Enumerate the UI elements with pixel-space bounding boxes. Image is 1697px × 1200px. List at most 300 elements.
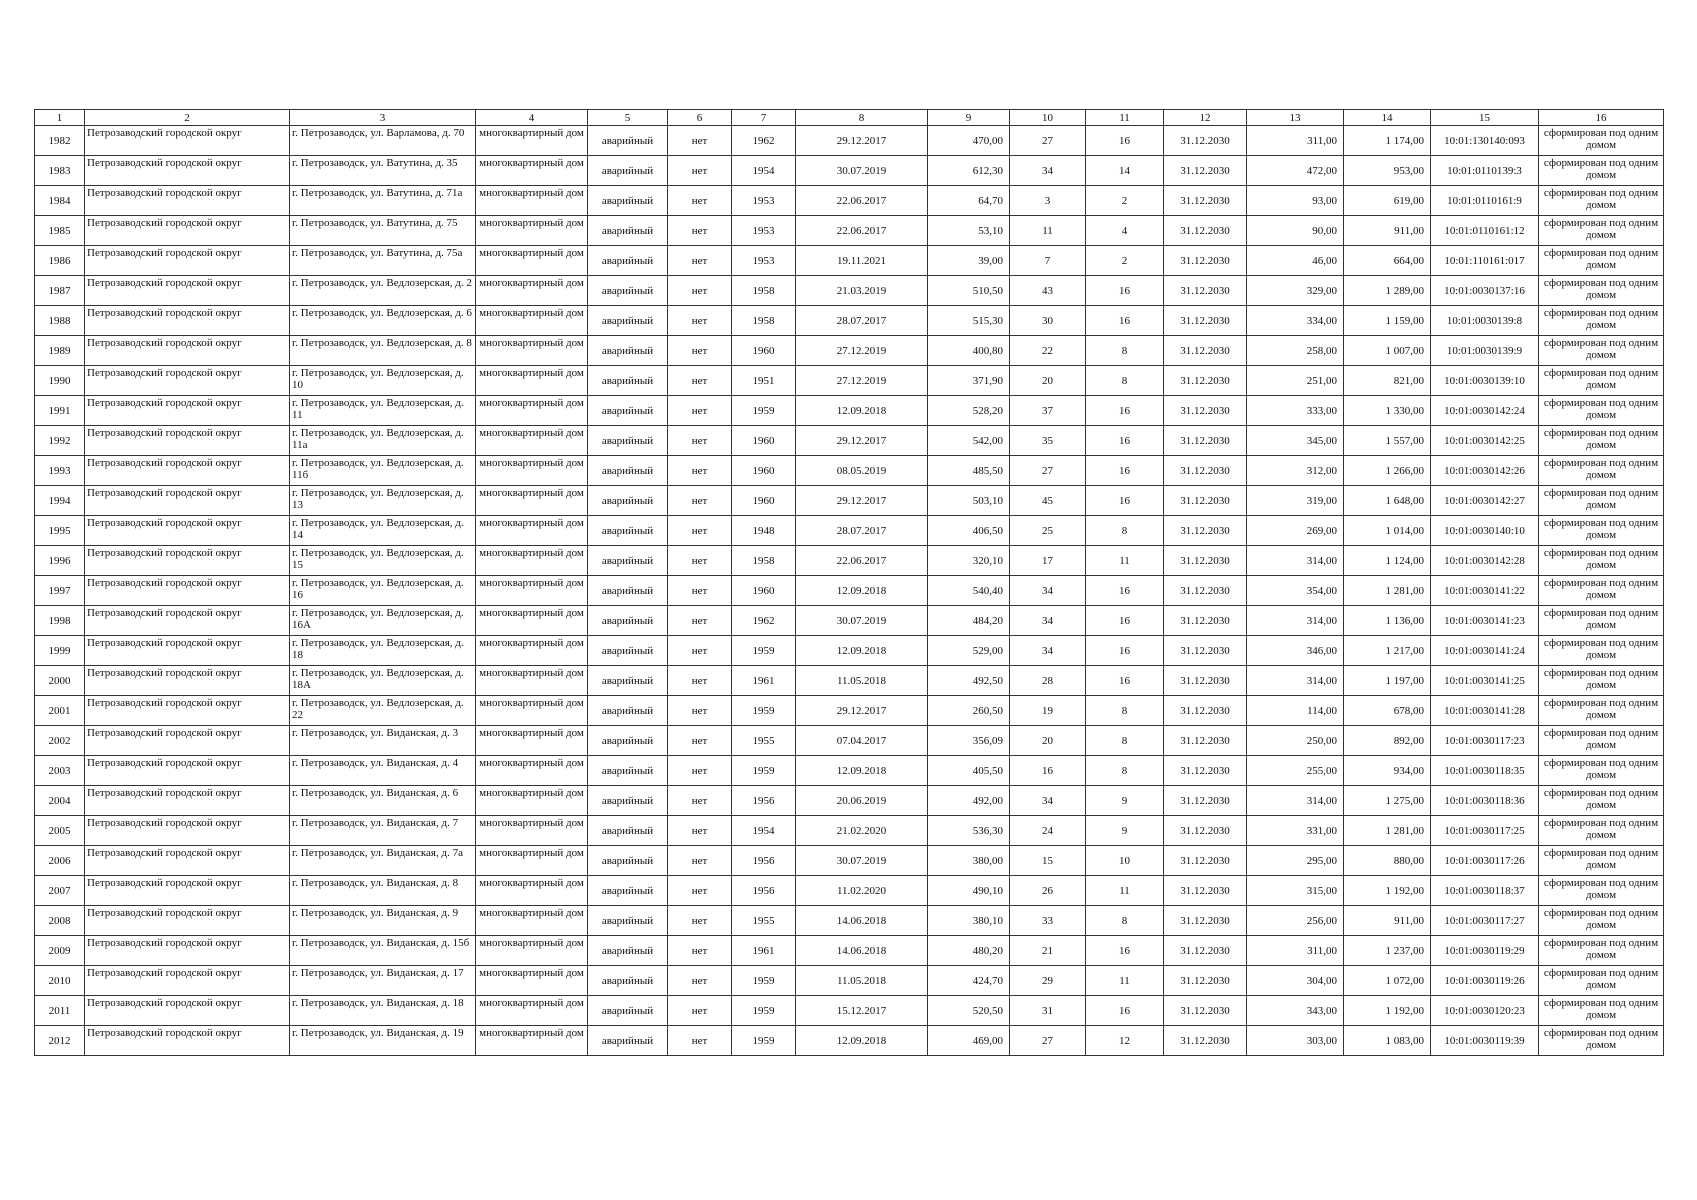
flag-cell: нет	[668, 456, 732, 486]
table-row	[35, 936, 1664, 966]
apartments-cell: 8	[1086, 366, 1164, 396]
flag-cell: нет	[668, 696, 732, 726]
area-cell: 93,00	[1247, 186, 1344, 216]
column-number-cell: 10	[1010, 110, 1086, 126]
house-type-cell: многоквартирный дом	[476, 966, 588, 996]
house-type-cell: многоквартирный дом	[476, 786, 588, 816]
deadline-cell: 31.12.2030	[1164, 606, 1247, 636]
land-status-cell: сформирован под одним домом	[1539, 1026, 1664, 1056]
cadastral-number-cell: 10:01:0030141:24	[1431, 636, 1539, 666]
municipality-cell: Петрозаводский городской округ	[85, 396, 290, 426]
area-cell: 260,50	[928, 696, 1010, 726]
address-cell: г. Петрозаводск, ул. Ведлозерская, д. 13	[290, 486, 476, 516]
residents-cell: 29	[1010, 966, 1086, 996]
flag-cell: нет	[668, 906, 732, 936]
address-cell: г. Петрозаводск, ул. Виданская, д. 19	[290, 1026, 476, 1056]
column-number-cell: 4	[476, 110, 588, 126]
area-cell: 256,00	[1247, 906, 1344, 936]
cadastral-number-cell: 10:01:0030141:23	[1431, 606, 1539, 636]
table-row	[35, 966, 1664, 996]
area-cell: 472,00	[1247, 156, 1344, 186]
row-number-cell: 2003	[35, 756, 85, 786]
area-cell: 1 192,00	[1344, 996, 1431, 1026]
date-cell: 29.12.2017	[796, 696, 928, 726]
house-type-cell: многоквартирный дом	[476, 936, 588, 966]
house-type-cell: многоквартирный дом	[476, 906, 588, 936]
column-number-cell: 9	[928, 110, 1010, 126]
date-cell: 21.03.2019	[796, 276, 928, 306]
year-cell: 1948	[732, 516, 796, 546]
deadline-cell: 31.12.2030	[1164, 816, 1247, 846]
address-cell: г. Петрозаводск, ул. Ватутина, д. 75а	[290, 246, 476, 276]
municipality-cell: Петрозаводский городской округ	[85, 636, 290, 666]
apartments-cell: 8	[1086, 696, 1164, 726]
table-row	[35, 876, 1664, 906]
date-cell: 14.06.2018	[796, 906, 928, 936]
date-cell: 22.06.2017	[796, 216, 928, 246]
area-cell: 53,10	[928, 216, 1010, 246]
apartments-cell: 2	[1086, 246, 1164, 276]
deadline-cell: 31.12.2030	[1164, 666, 1247, 696]
status-cell: аварийный	[588, 126, 668, 156]
address-cell: г. Петрозаводск, ул. Ведлозерская, д. 8	[290, 336, 476, 366]
area-cell: 343,00	[1247, 996, 1344, 1026]
land-status-cell: сформирован под одним домом	[1539, 246, 1664, 276]
area-cell: 470,00	[928, 126, 1010, 156]
area-cell: 114,00	[1247, 696, 1344, 726]
area-cell: 892,00	[1344, 726, 1431, 756]
date-cell: 28.07.2017	[796, 306, 928, 336]
table-row	[35, 396, 1664, 426]
column-number-cell: 12	[1164, 110, 1247, 126]
municipality-cell: Петрозаводский городской округ	[85, 306, 290, 336]
area-cell: 64,70	[928, 186, 1010, 216]
land-status-cell: сформирован под одним домом	[1539, 726, 1664, 756]
apartments-cell: 16	[1086, 486, 1164, 516]
area-cell: 354,00	[1247, 576, 1344, 606]
house-type-cell: многоквартирный дом	[476, 396, 588, 426]
address-cell: г. Петрозаводск, ул. Ведлозерская, д. 22	[290, 696, 476, 726]
area-cell: 492,00	[928, 786, 1010, 816]
table-row	[35, 126, 1664, 156]
year-cell: 1960	[732, 576, 796, 606]
address-cell: г. Петрозаводск, ул. Виданская, д. 18	[290, 996, 476, 1026]
row-number-cell: 2001	[35, 696, 85, 726]
house-type-cell: многоквартирный дом	[476, 486, 588, 516]
area-cell: 406,50	[928, 516, 1010, 546]
flag-cell: нет	[668, 606, 732, 636]
date-cell: 30.07.2019	[796, 156, 928, 186]
deadline-cell: 31.12.2030	[1164, 126, 1247, 156]
area-cell: 251,00	[1247, 366, 1344, 396]
area-cell: 314,00	[1247, 666, 1344, 696]
flag-cell: нет	[668, 306, 732, 336]
table-row	[35, 696, 1664, 726]
status-cell: аварийный	[588, 666, 668, 696]
address-cell: г. Петрозаводск, ул. Ватутина, д. 71а	[290, 186, 476, 216]
flag-cell: нет	[668, 396, 732, 426]
address-cell: г. Петрозаводск, ул. Виданская, д. 3	[290, 726, 476, 756]
date-cell: 22.06.2017	[796, 186, 928, 216]
area-cell: 480,20	[928, 936, 1010, 966]
cadastral-number-cell: 10:01:0030142:25	[1431, 426, 1539, 456]
row-number-cell: 2005	[35, 816, 85, 846]
address-cell: г. Петрозаводск, ул. Ведлозерская, д. 18А	[290, 666, 476, 696]
table-row	[35, 666, 1664, 696]
area-cell: 664,00	[1344, 246, 1431, 276]
land-status-cell: сформирован под одним домом	[1539, 126, 1664, 156]
column-number-cell: 8	[796, 110, 928, 126]
year-cell: 1959	[732, 1026, 796, 1056]
address-cell: г. Петрозаводск, ул. Виданская, д. 7	[290, 816, 476, 846]
flag-cell: нет	[668, 426, 732, 456]
area-cell: 542,00	[928, 426, 1010, 456]
date-cell: 11.02.2020	[796, 876, 928, 906]
area-cell: 1 072,00	[1344, 966, 1431, 996]
area-cell: 304,00	[1247, 966, 1344, 996]
house-type-cell: многоквартирный дом	[476, 996, 588, 1026]
cadastral-number-cell: 10:01:0110161:9	[1431, 186, 1539, 216]
residents-cell: 25	[1010, 516, 1086, 546]
flag-cell: нет	[668, 126, 732, 156]
residents-cell: 16	[1010, 756, 1086, 786]
flag-cell: нет	[668, 636, 732, 666]
year-cell: 1958	[732, 276, 796, 306]
cadastral-number-cell: 10:01:0110139:3	[1431, 156, 1539, 186]
cadastral-number-cell: 10:01:0030119:29	[1431, 936, 1539, 966]
area-cell: 1 281,00	[1344, 576, 1431, 606]
area-cell: 320,10	[928, 546, 1010, 576]
deadline-cell: 31.12.2030	[1164, 516, 1247, 546]
municipality-cell: Петрозаводский городской округ	[85, 426, 290, 456]
status-cell: аварийный	[588, 276, 668, 306]
cadastral-number-cell: 10:01:0030118:35	[1431, 756, 1539, 786]
row-number-cell: 1993	[35, 456, 85, 486]
column-number-cell: 11	[1086, 110, 1164, 126]
area-cell: 529,00	[928, 636, 1010, 666]
apartments-cell: 11	[1086, 546, 1164, 576]
residents-cell: 31	[1010, 996, 1086, 1026]
status-cell: аварийный	[588, 246, 668, 276]
row-number-cell: 1991	[35, 396, 85, 426]
year-cell: 1959	[732, 696, 796, 726]
date-cell: 15.12.2017	[796, 996, 928, 1026]
status-cell: аварийный	[588, 756, 668, 786]
year-cell: 1956	[732, 786, 796, 816]
deadline-cell: 31.12.2030	[1164, 546, 1247, 576]
table-row	[35, 156, 1664, 186]
table-row	[35, 276, 1664, 306]
area-cell: 255,00	[1247, 756, 1344, 786]
municipality-cell: Петрозаводский городской округ	[85, 966, 290, 996]
flag-cell: нет	[668, 576, 732, 606]
area-cell: 311,00	[1247, 936, 1344, 966]
year-cell: 1953	[732, 186, 796, 216]
cadastral-number-cell: 10:01:0030142:28	[1431, 546, 1539, 576]
deadline-cell: 31.12.2030	[1164, 996, 1247, 1026]
apartments-cell: 8	[1086, 906, 1164, 936]
land-status-cell: сформирован под одним домом	[1539, 606, 1664, 636]
apartments-cell: 16	[1086, 936, 1164, 966]
deadline-cell: 31.12.2030	[1164, 426, 1247, 456]
date-cell: 27.12.2019	[796, 366, 928, 396]
area-cell: 371,90	[928, 366, 1010, 396]
municipality-cell: Петрозаводский городской округ	[85, 606, 290, 636]
residents-cell: 34	[1010, 786, 1086, 816]
residents-cell: 21	[1010, 936, 1086, 966]
flag-cell: нет	[668, 246, 732, 276]
year-cell: 1958	[732, 546, 796, 576]
land-status-cell: сформирован под одним домом	[1539, 336, 1664, 366]
flag-cell: нет	[668, 486, 732, 516]
area-cell: 1 014,00	[1344, 516, 1431, 546]
status-cell: аварийный	[588, 636, 668, 666]
column-number-cell: 6	[668, 110, 732, 126]
apartments-cell: 16	[1086, 126, 1164, 156]
year-cell: 1956	[732, 876, 796, 906]
municipality-cell: Петрозаводский городской округ	[85, 756, 290, 786]
year-cell: 1955	[732, 726, 796, 756]
land-status-cell: сформирован под одним домом	[1539, 516, 1664, 546]
residents-cell: 28	[1010, 666, 1086, 696]
year-cell: 1956	[732, 846, 796, 876]
land-status-cell: сформирован под одним домом	[1539, 756, 1664, 786]
area-cell: 490,10	[928, 876, 1010, 906]
year-cell: 1959	[732, 636, 796, 666]
date-cell: 21.02.2020	[796, 816, 928, 846]
address-cell: г. Петрозаводск, ул. Варламова, д. 70	[290, 126, 476, 156]
address-cell: г. Петрозаводск, ул. Ведлозерская, д. 15	[290, 546, 476, 576]
residents-cell: 27	[1010, 126, 1086, 156]
land-status-cell: сформирован под одним домом	[1539, 816, 1664, 846]
area-cell: 528,20	[928, 396, 1010, 426]
date-cell: 07.04.2017	[796, 726, 928, 756]
apartments-cell: 9	[1086, 816, 1164, 846]
land-status-cell: сформирован под одним домом	[1539, 216, 1664, 246]
date-cell: 29.12.2017	[796, 486, 928, 516]
area-cell: 258,00	[1247, 336, 1344, 366]
date-cell: 12.09.2018	[796, 636, 928, 666]
date-cell: 30.07.2019	[796, 846, 928, 876]
apartments-cell: 16	[1086, 306, 1164, 336]
row-number-cell: 2012	[35, 1026, 85, 1056]
status-cell: аварийный	[588, 186, 668, 216]
table-row	[35, 606, 1664, 636]
municipality-cell: Петрозаводский городской округ	[85, 726, 290, 756]
apartments-cell: 8	[1086, 336, 1164, 366]
flag-cell: нет	[668, 516, 732, 546]
row-number-cell: 2011	[35, 996, 85, 1026]
table-row	[35, 246, 1664, 276]
year-cell: 1961	[732, 936, 796, 966]
row-number-cell: 1986	[35, 246, 85, 276]
status-cell: аварийный	[588, 366, 668, 396]
area-cell: 1 159,00	[1344, 306, 1431, 336]
house-type-cell: многоквартирный дом	[476, 756, 588, 786]
year-cell: 1962	[732, 126, 796, 156]
land-status-cell: сформирован под одним домом	[1539, 846, 1664, 876]
house-type-cell: многоквартирный дом	[476, 216, 588, 246]
land-status-cell: сформирован под одним домом	[1539, 276, 1664, 306]
cadastral-number-cell: 10:01:0030139:10	[1431, 366, 1539, 396]
table-row	[35, 1026, 1664, 1056]
date-cell: 12.09.2018	[796, 576, 928, 606]
address-cell: г. Петрозаводск, ул. Ведлозерская, д. 18	[290, 636, 476, 666]
year-cell: 1960	[732, 456, 796, 486]
flag-cell: нет	[668, 336, 732, 366]
area-cell: 90,00	[1247, 216, 1344, 246]
area-cell: 1 281,00	[1344, 816, 1431, 846]
house-type-cell: многоквартирный дом	[476, 726, 588, 756]
area-cell: 515,30	[928, 306, 1010, 336]
municipality-cell: Петрозаводский городской округ	[85, 216, 290, 246]
area-cell: 1 557,00	[1344, 426, 1431, 456]
table-row	[35, 636, 1664, 666]
apartments-cell: 4	[1086, 216, 1164, 246]
area-cell: 484,20	[928, 606, 1010, 636]
house-type-cell: многоквартирный дом	[476, 186, 588, 216]
area-cell: 329,00	[1247, 276, 1344, 306]
cadastral-number-cell: 10:01:0030141:22	[1431, 576, 1539, 606]
status-cell: аварийный	[588, 786, 668, 816]
house-type-cell: многоквартирный дом	[476, 366, 588, 396]
area-cell: 492,50	[928, 666, 1010, 696]
status-cell: аварийный	[588, 456, 668, 486]
status-cell: аварийный	[588, 486, 668, 516]
status-cell: аварийный	[588, 336, 668, 366]
status-cell: аварийный	[588, 696, 668, 726]
apartments-cell: 8	[1086, 516, 1164, 546]
year-cell: 1962	[732, 606, 796, 636]
status-cell: аварийный	[588, 846, 668, 876]
date-cell: 29.12.2017	[796, 426, 928, 456]
year-cell: 1953	[732, 246, 796, 276]
area-cell: 346,00	[1247, 636, 1344, 666]
address-cell: г. Петрозаводск, ул. Ведлозерская, д. 10	[290, 366, 476, 396]
status-cell: аварийный	[588, 546, 668, 576]
area-cell: 39,00	[928, 246, 1010, 276]
table-row	[35, 786, 1664, 816]
residents-cell: 15	[1010, 846, 1086, 876]
flag-cell: нет	[668, 816, 732, 846]
land-status-cell: сформирован под одним домом	[1539, 966, 1664, 996]
row-number-cell: 1992	[35, 426, 85, 456]
area-cell: 1 289,00	[1344, 276, 1431, 306]
address-cell: г. Петрозаводск, ул. Ведлозерская, д. 11	[290, 396, 476, 426]
flag-cell: нет	[668, 366, 732, 396]
cadastral-number-cell: 10:01:0030140:10	[1431, 516, 1539, 546]
area-cell: 345,00	[1247, 426, 1344, 456]
cadastral-number-cell: 10:01:130140:093	[1431, 126, 1539, 156]
row-number-cell: 1984	[35, 186, 85, 216]
municipality-cell: Петрозаводский городской округ	[85, 576, 290, 606]
column-number-cell: 13	[1247, 110, 1344, 126]
area-cell: 1 330,00	[1344, 396, 1431, 426]
area-cell: 405,50	[928, 756, 1010, 786]
status-cell: аварийный	[588, 996, 668, 1026]
status-cell: аварийный	[588, 216, 668, 246]
date-cell: 30.07.2019	[796, 606, 928, 636]
cadastral-number-cell: 10:01:0030117:26	[1431, 846, 1539, 876]
municipality-cell: Петрозаводский городской округ	[85, 696, 290, 726]
date-cell: 08.05.2019	[796, 456, 928, 486]
row-number-cell: 1999	[35, 636, 85, 666]
residents-cell: 11	[1010, 216, 1086, 246]
house-type-cell: многоквартирный дом	[476, 696, 588, 726]
date-cell: 19.11.2021	[796, 246, 928, 276]
flag-cell: нет	[668, 666, 732, 696]
year-cell: 1961	[732, 666, 796, 696]
area-cell: 312,00	[1247, 456, 1344, 486]
status-cell: аварийный	[588, 876, 668, 906]
residents-cell: 35	[1010, 426, 1086, 456]
residents-cell: 20	[1010, 366, 1086, 396]
house-type-cell: многоквартирный дом	[476, 606, 588, 636]
table-row	[35, 756, 1664, 786]
address-cell: г. Петрозаводск, ул. Ведлозерская, д. 11б	[290, 456, 476, 486]
land-status-cell: сформирован под одним домом	[1539, 426, 1664, 456]
apartments-cell: 2	[1086, 186, 1164, 216]
residents-cell: 7	[1010, 246, 1086, 276]
area-cell: 319,00	[1247, 486, 1344, 516]
column-number-cell: 5	[588, 110, 668, 126]
apartments-cell: 8	[1086, 726, 1164, 756]
apartments-cell: 16	[1086, 996, 1164, 1026]
table-row	[35, 546, 1664, 576]
deadline-cell: 31.12.2030	[1164, 216, 1247, 246]
area-cell: 1 197,00	[1344, 666, 1431, 696]
residents-cell: 3	[1010, 186, 1086, 216]
residents-cell: 26	[1010, 876, 1086, 906]
apartments-cell: 16	[1086, 606, 1164, 636]
deadline-cell: 31.12.2030	[1164, 966, 1247, 996]
land-status-cell: сформирован под одним домом	[1539, 666, 1664, 696]
date-cell: 27.12.2019	[796, 336, 928, 366]
deadline-cell: 31.12.2030	[1164, 486, 1247, 516]
flag-cell: нет	[668, 876, 732, 906]
table-row	[35, 996, 1664, 1026]
municipality-cell: Петрозаводский городской округ	[85, 516, 290, 546]
area-cell: 315,00	[1247, 876, 1344, 906]
deadline-cell: 31.12.2030	[1164, 276, 1247, 306]
area-cell: 380,00	[928, 846, 1010, 876]
land-status-cell: сформирован под одним домом	[1539, 366, 1664, 396]
flag-cell: нет	[668, 756, 732, 786]
flag-cell: нет	[668, 786, 732, 816]
table-row	[35, 486, 1664, 516]
flag-cell: нет	[668, 216, 732, 246]
table-row	[35, 306, 1664, 336]
row-number-cell: 2004	[35, 786, 85, 816]
land-status-cell: сформирован под одним домом	[1539, 306, 1664, 336]
municipality-cell: Петрозаводский городской округ	[85, 1026, 290, 1056]
area-cell: 911,00	[1344, 216, 1431, 246]
flag-cell: нет	[668, 546, 732, 576]
address-cell: г. Петрозаводск, ул. Виданская, д. 15б	[290, 936, 476, 966]
municipality-cell: Петрозаводский городской округ	[85, 546, 290, 576]
residents-cell: 37	[1010, 396, 1086, 426]
municipality-cell: Петрозаводский городской округ	[85, 936, 290, 966]
column-number-cell: 2	[85, 110, 290, 126]
cadastral-number-cell: 10:01:0030137:16	[1431, 276, 1539, 306]
apartments-cell: 16	[1086, 396, 1164, 426]
status-cell: аварийный	[588, 156, 668, 186]
area-cell: 1 174,00	[1344, 126, 1431, 156]
area-cell: 1 007,00	[1344, 336, 1431, 366]
status-cell: аварийный	[588, 606, 668, 636]
cadastral-number-cell: 10:01:0030117:27	[1431, 906, 1539, 936]
deadline-cell: 31.12.2030	[1164, 246, 1247, 276]
